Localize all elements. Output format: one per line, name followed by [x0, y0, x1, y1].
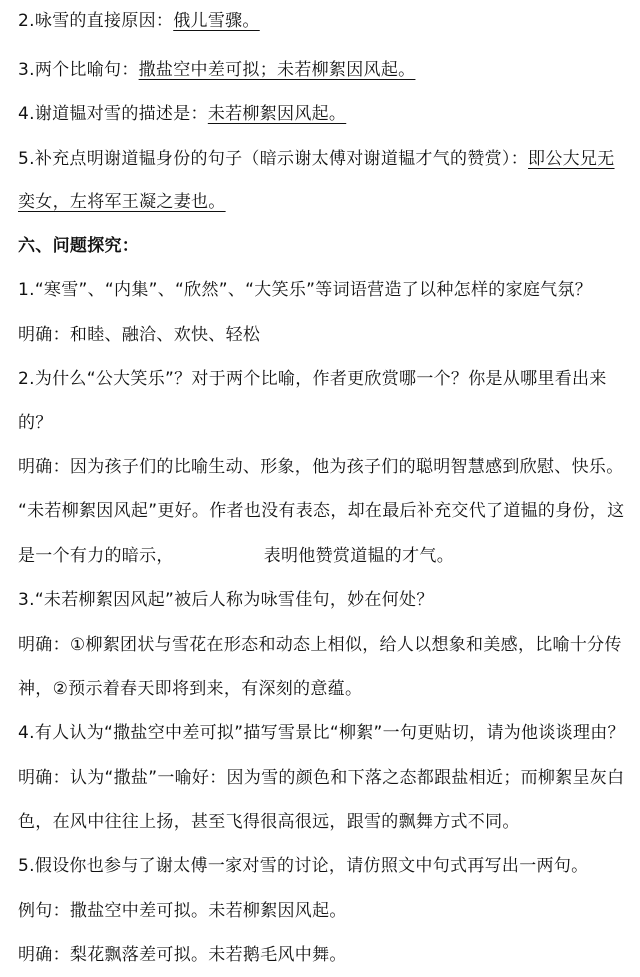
answer-4-line-1: 明确：认为“撒盐”一喻好：因为雪的颜色和下落之态都跟盐相近；而柳絮呈灰白 — [18, 768, 625, 788]
question-text: 5.补充点明谢道韫身份的句子（暗示谢太傅对谢道韫才气的赞赏）： — [18, 149, 529, 169]
example-sentence: 例句：撒盐空中差可拟。未若柳絮因风起。 — [18, 901, 347, 921]
question-text: 3.两个比喻句： — [18, 60, 139, 80]
answer-3-line-2: 神，②预示着春天即将到来，有深刻的意蕴。 — [18, 679, 363, 699]
question-line-identity — [18, 148, 630, 170]
answer-3-line-1: 明确：①柳絮团状与雪花在形态和动态上相似，给人以想象和美感，比喻十分传 — [18, 635, 622, 655]
answer-2-line-2: “未若柳絮因风起”更好。作者也没有表态，却在最后补充交代了道韫的身份，这 — [18, 501, 625, 521]
answer-continuation-line — [18, 191, 630, 213]
question-5: 5.假设你也参与了谢太傅一家对雪的讨论，请仿照文中句式再写出一两句。 — [18, 856, 589, 876]
answer-2-line-1: 明确：因为孩子们的比喻生动、形象，他为孩子们的聪明智慧感到欣慰、快乐。 — [18, 457, 624, 477]
question-line-direct-cause — [18, 10, 630, 32]
question-2-line-1: 2.为什么“公大笑乐”？对于两个比喻，作者更欣赏哪一个？你是从哪里看出来 — [18, 369, 607, 389]
question-2-line-2: 的？ — [18, 413, 53, 433]
answer-text: 表明他赞赏道韫的才气。 — [263, 546, 455, 566]
answer-5: 明确：梨花飘落差可拟。未若鹅毛风中舞。 — [18, 945, 347, 965]
answer-text: 俄儿雪骤。 — [173, 11, 260, 31]
answer-text: 即公大兄无 — [528, 149, 615, 169]
question-3: 3.“未若柳絮因风起”被后人称为咏雪佳句，妙在何处？ — [18, 590, 434, 610]
answer-text: 是一个有力的暗示， — [18, 546, 174, 566]
question-line-description — [18, 103, 630, 125]
answer-text: 未若柳絮因风起。 — [207, 104, 347, 124]
question-1: 1.“寒雪”、“内集”、“欣然”、“大笑乐”等词语营造了以种怎样的家庭气氛？ — [18, 280, 593, 300]
answer-text: 撒盐空中差可拟；未若柳絮因风起。 — [138, 60, 416, 80]
question-text: 4.谢道韫对雪的描述是： — [18, 104, 208, 124]
question-4: 4.有人认为“撒盐空中差可拟”描写雪景比“柳絮”一句更贴切，请为他谈谈理由？ — [18, 723, 625, 743]
answer-1: 明确：和睦、融洽、欢快、轻松 — [18, 325, 261, 345]
section-heading: 六、问题探究： — [18, 236, 140, 256]
answer-2-line-3 — [18, 545, 630, 567]
question-text: 2.咏雪的直接原因： — [18, 11, 174, 31]
answer-text: 奕女，左将军王凝之妻也。 — [18, 192, 226, 212]
answer-4-line-2: 色，在风中往往上扬，甚至飞得很高很远，跟雪的飘舞方式不同。 — [18, 812, 520, 832]
question-line-metaphors — [18, 59, 630, 81]
